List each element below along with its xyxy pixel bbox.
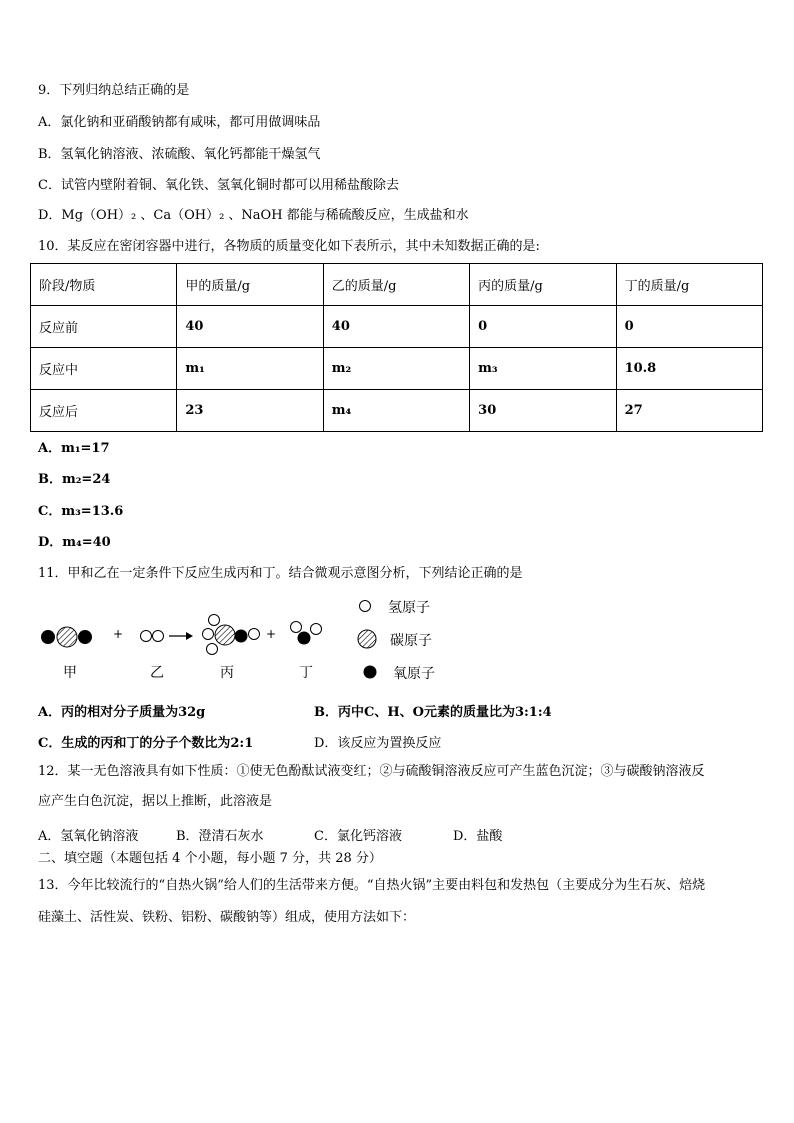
table-header-cell: 阶段/物质 [31, 264, 177, 306]
table-cell: 30 [470, 390, 616, 432]
q12-stem-line2: 应产生白色沉淀，据以上推断，此溶液是 [38, 794, 273, 809]
legend-hydrogen-label: 氢原子 [388, 600, 430, 616]
q10-option-d: D．m₄=40 [38, 535, 111, 550]
q13-line2: 硅藻土、活性炭、铁粉、铝粉、碳酸钠等）组成，使用方法如下： [38, 910, 416, 925]
legend-oxygen-label: 氧原子 [393, 666, 435, 682]
q9-option-d: D．Mg（OH）₂ 、Ca（OH）₂ 、NaOH 都能与稀硫酸反应，生成盐和水 [38, 208, 469, 223]
q12-option-a: A．氢氧化钠溶液 [38, 829, 139, 844]
molecule-bing [203, 615, 260, 655]
table-cell: 27 [616, 390, 762, 432]
table-cell: m₁ [177, 348, 323, 390]
q9-stem: 9．下列归纳总结正确的是 [38, 83, 190, 98]
legend-carbon-symbol [358, 630, 376, 648]
table-header-cell: 丙的质量/g [470, 264, 616, 306]
legend-hydrogen-symbol [360, 601, 371, 612]
q11-option-b: B．丙中C、H、O元素的质量比为3:1:4 [314, 705, 552, 720]
q12-option-d: D．盐酸 [453, 829, 503, 844]
molecule-jia [41, 627, 92, 647]
table-cell: m₄ [323, 390, 469, 432]
table-cell: 反应中 [31, 348, 177, 390]
legend-oxygen-symbol [364, 666, 377, 679]
plus-sign: + [266, 627, 277, 641]
label-ding: 丁 [299, 665, 313, 681]
table-cell: 反应前 [31, 306, 177, 348]
table-header-cell: 丁的质量/g [616, 264, 762, 306]
q13-line1: 13．今年比较流行的“自热火锅”给人们的生活带来方便。“自热火锅”主要由料包和发热包（主要成分为生石灰、焙烧 [38, 878, 706, 893]
table-cell: 0 [616, 306, 762, 348]
q12-option-b: B．澄清石灰水 [176, 829, 264, 844]
molecule-ding [291, 622, 322, 645]
table-cell: 40 [323, 306, 469, 348]
table-cell: 0 [470, 306, 616, 348]
table-cell: 40 [177, 306, 323, 348]
q10-data-table [30, 263, 763, 432]
table-cell: 23 [177, 390, 323, 432]
legend-carbon-label: 碳原子 [390, 633, 432, 649]
q9-option-a: A．氯化钠和亚硝酸钠都有咸味，都可用做调味品 [38, 115, 321, 130]
q9-option-b: B．氢氧化钠溶液、浓硫酸、氧化钙都能干燥氢气 [38, 147, 321, 162]
label-bing: 丙 [220, 665, 234, 681]
q10-option-c: C．m₃=13.6 [38, 504, 124, 519]
q9-option-c: C．试管内壁附着铜、氧化铁、氢氧化铜时都可以用稀盐酸除去 [38, 178, 399, 193]
reaction-arrow-icon [169, 632, 193, 640]
table-row [31, 306, 763, 348]
table-cell: m₃ [470, 348, 616, 390]
table-cell: 10.8 [616, 348, 762, 390]
table-cell: m₂ [323, 348, 469, 390]
table-header-cell: 甲的质量/g [177, 264, 323, 306]
table-header-cell: 乙的质量/g [323, 264, 469, 306]
section-heading: 二、填空题（本题包括 4 个小题，每小题 7 分，共 28 分） [38, 851, 382, 866]
table-row [31, 390, 763, 432]
q12-stem-line1: 12．某一无色溶液具有如下性质：①使无色酚酞试液变红；②与硫酸铜溶液反应可产生蓝色沉淀；③与碳酸钠溶液反 [38, 764, 705, 779]
q10-stem: 10．某反应在密闭容器中进行，各物质的质量变化如下表所示，其中未知数据正确的是: [38, 239, 540, 254]
table-header-row [31, 264, 763, 306]
label-yi: 乙 [150, 665, 164, 681]
q11-option-d: D．该反应为置换反应 [314, 736, 442, 751]
molecule-yi [141, 631, 164, 642]
label-jia: 甲 [63, 665, 77, 681]
table-row [31, 348, 763, 390]
q11-option-a: A．丙的相对分子质量为32g [38, 705, 206, 720]
q12-option-c: C．氯化钙溶液 [314, 829, 402, 844]
q11-option-c: C．生成的丙和丁的分子个数比为2:1 [38, 736, 254, 751]
q10-option-b: B．m₂=24 [38, 472, 111, 487]
q11-stem: 11．甲和乙在一定条件下反应生成丙和丁。结合微观示意图分析，下列结论正确的是 [38, 566, 523, 581]
plus-sign: + [113, 627, 124, 641]
q10-option-a: A．m₁=17 [38, 441, 110, 456]
molecular-reaction-diagram [38, 592, 458, 687]
table-cell: 反应后 [31, 390, 177, 432]
